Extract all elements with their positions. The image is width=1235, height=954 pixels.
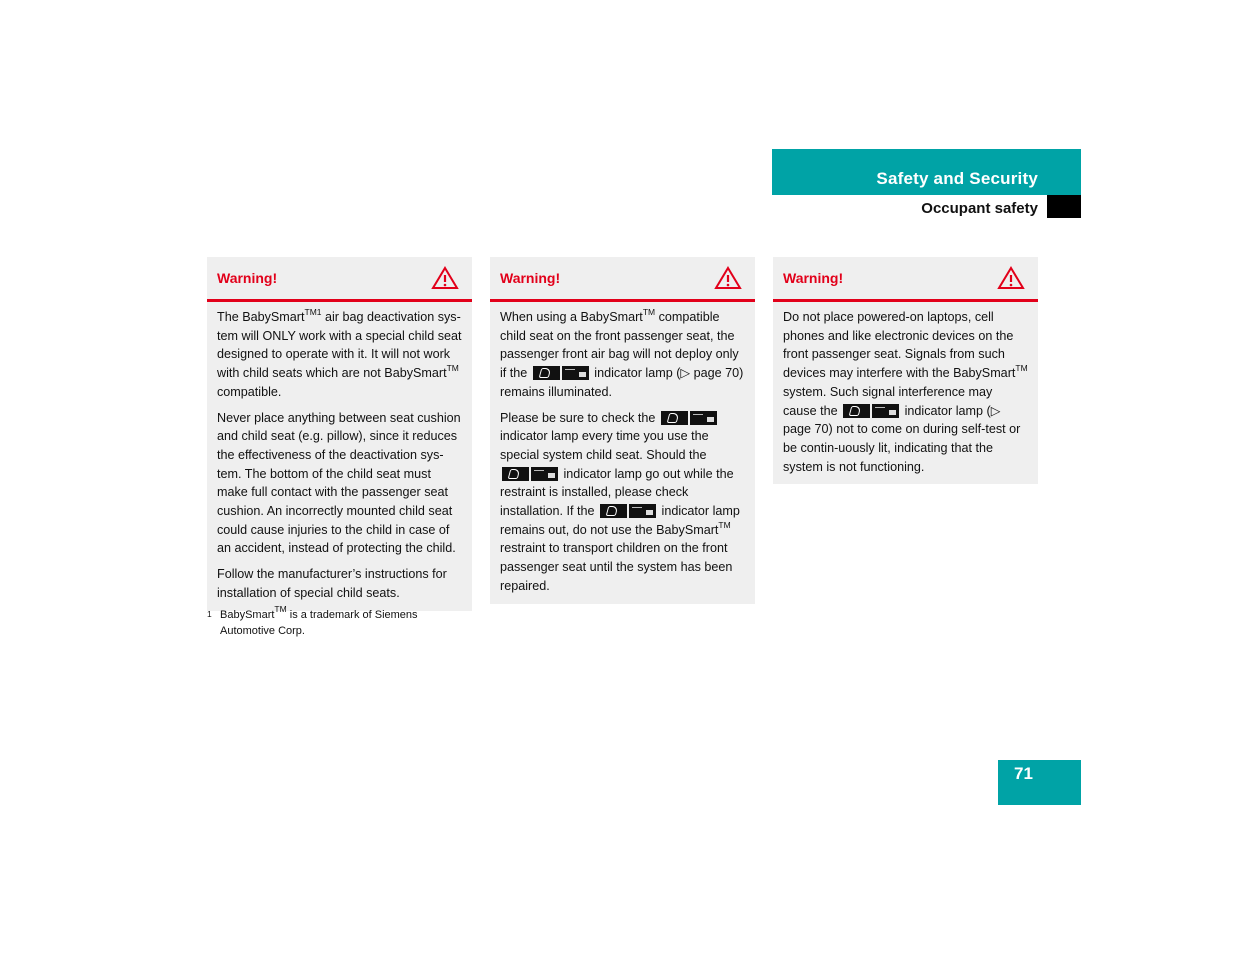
warning-triangle-icon [997,266,1025,290]
paragraph: When using a BabySmart™ compatible child seat on the front passenger seat, the passenger front air bag will not deploy only if the indicator lamp (▷ page 70) remains illuminated. [500,307,744,399]
footnote [207,604,472,639]
warning-triangle-icon [431,266,459,290]
passenger-air-bag-off-indicator-icon [843,404,899,418]
paragraph: Do not place powered-on laptops, cell phones and like electronic devices on the front passenger seat. Signals from such devices may interfere with the BabySmart™ system. Such signal interference may cause the indicator lamp (▷ page 70) not to come on during self-test or be contin-uously lit, indicating that the system is not functioning. [783,310,1028,474]
section-tab-marker [1047,195,1081,218]
warning-box-1 [207,257,472,611]
warning-body [490,302,755,604]
subsection-title: Occupant safety [921,200,1038,217]
passenger-air-bag-off-indicator-icon [661,411,717,425]
warning-body [773,302,1038,484]
paragraph: Follow the manufacturer’s instructions for installation of special child seats. [217,567,447,600]
warning-title: Warning! [217,270,278,286]
warning-title: Warning! [500,270,561,286]
paragraph: The BabySmart$^{TM1}$ air bag deactivation sys-tem will ONLY work with a special child seat designed to operate with it. It will not work with child seats which are not BabySmart™ compatible. [217,307,462,399]
warning-header [207,257,472,302]
section-title: Safety and Security [876,169,1038,188]
warning-box-2 [490,257,755,604]
passenger-air-bag-off-indicator-icon [533,366,589,380]
warning-title: Warning! [783,270,844,286]
passenger-air-bag-off-indicator-icon [502,467,558,481]
paragraph: Never place anything between seat cushion and child seat (e.g. pillow), since it reduces the effectiveness of the deactivation sys-tem. The bottom of the child seat must make full contact with the passenger seat cushion. An incorrectly mounted child seat could cause injuries to the child in case of an accident, instead of protecting the child. [217,410,461,556]
warning-triangle-icon [714,266,742,290]
page-number: 71 [1014,764,1033,783]
passenger-air-bag-off-indicator-icon [600,504,656,518]
warning-box-3 [773,257,1038,484]
paragraph: Please be sure to check the indicator lamp every time you use the special system child seat. Should the indicator lamp go out while the restraint is installed, please check installation. If the indicator lamp remains out, do not use the BabySmart™ restraint to transport children on the front passenger seat until the system has been repaired. [500,410,740,593]
warning-header [490,257,755,302]
warning-body [207,302,472,611]
footnote-text: BabySmart™ is a trademark of Siemens Automotive Corp. [220,604,418,637]
footnote-marker: 1 [207,609,212,619]
page-number-box [998,760,1081,805]
section-header-bar [772,149,1081,195]
warning-header [773,257,1038,302]
